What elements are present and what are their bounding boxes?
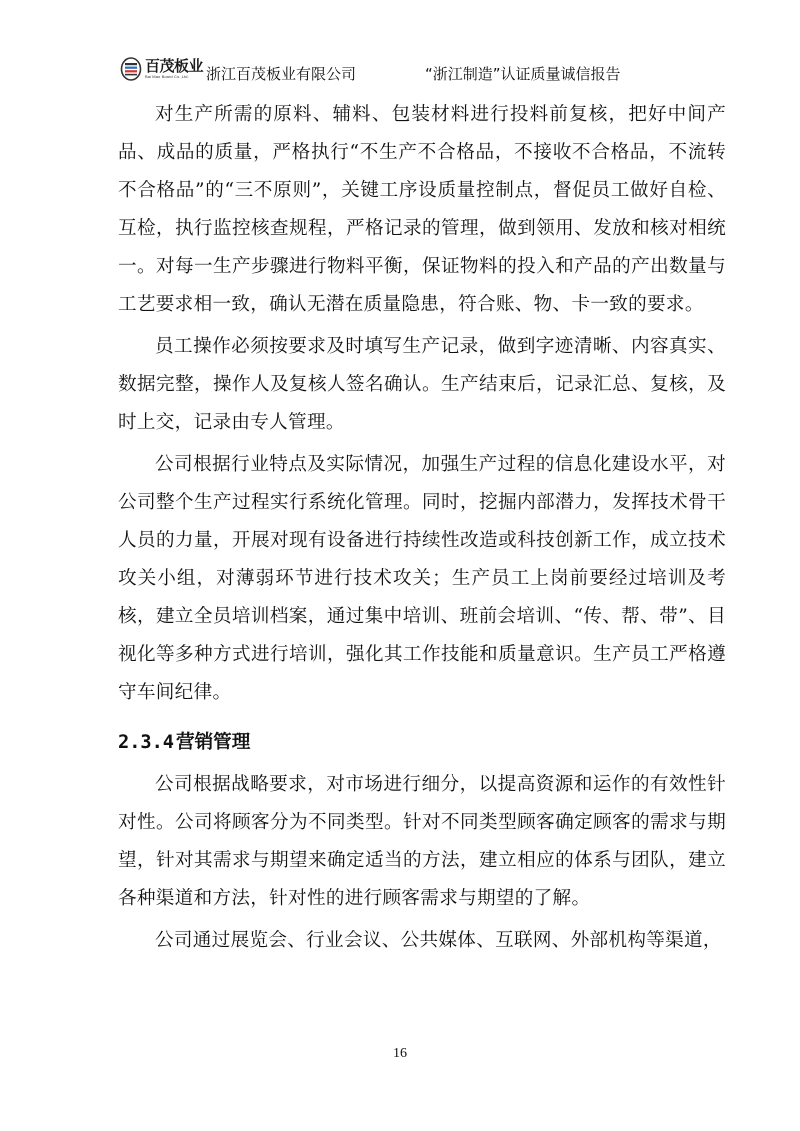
company-name: 浙江百茂板业有限公司	[206, 65, 357, 83]
company-logo	[120, 57, 203, 81]
page-header	[120, 55, 730, 85]
logo-brand-cn: 百茂板业	[145, 57, 204, 75]
paragraph-material-review: 对生产所需的原料、辅料、包装材料进行投料前复核，把好中间产品、成品的质量，严格执行“不生产不合格品，不接收不合格品，不流转不合格品”的“三不原则”，关键工序设质量控制点，督促员工做好自检、互检，执行监控核查规程，严格记录的管理，做到领用、发放和核对相统一。对每一生产步骤进行物料平衡，保证物料的投入和产品的产出数量与工艺要求相一致，确认无潜在质量隐患，符合账、物、卡一致的要求。	[118, 104, 726, 315]
section-title: 营销管理	[175, 732, 251, 753]
page-number: 16	[393, 1046, 407, 1061]
paragraph-channels: 公司通过展览会、行业会议、公共媒体、互联网、外部机构等渠道，	[155, 930, 722, 951]
paragraph-informatization: 公司根据行业特点及实际情况，加强生产过程的信息化建设水平，对公司整个生产过程实行系统化管理。同时，挖掘内部潜力，发挥技术骨干人员的力量，开展对现有设备进行持续性改造或科技创新工作，成立技术攻关小组，对薄弱环节进行技术攻关；生产员工上岗前要经过培训及考核，建立全员培训档案，通过集中培训、班前会培训、“传、帮、带”、目视化等多种方式进行培训，强化其工作技能和质量意识。生产员工严格遵守车间纪律。	[118, 454, 726, 703]
paragraph-production-records: 员工操作必须按要求及时填写生产记录，做到字迹清晰、内容真实、数据完整，操作人及复核人签名确认。生产结束后，记录汇总、复核，及时上交，记录由专人管理。	[118, 336, 726, 433]
baimao-badge-icon	[120, 57, 142, 81]
paragraph-market-segmentation: 公司根据战略要求，对市场进行细分，以提高资源和运作的有效性针对性。公司将顾客分为不同类型。针对不同类型顾客确定顾客的需求与期望，针对其需求与期望来确定适当的方法，建立相应的体系与团队，建立各种渠道和方法，针对性的进行顾客需求与期望的了解。	[118, 774, 726, 909]
page-body	[118, 96, 726, 960]
report-title: “浙江制造”认证质量诚信报告	[425, 65, 621, 83]
logo-brand	[145, 59, 203, 79]
section-number: 2.3.4	[118, 732, 174, 753]
logo-brand-en: Bai Mao Board Co.,Ltd.	[145, 74, 189, 79]
section-heading	[118, 724, 726, 762]
